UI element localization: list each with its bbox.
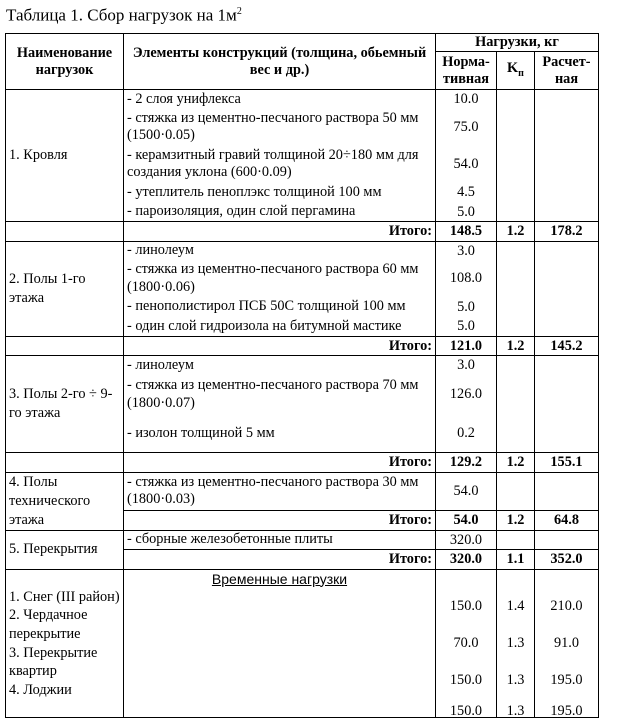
temporary-k: 1.3 bbox=[506, 634, 525, 651]
temporary-calc: 195.0 bbox=[550, 702, 583, 719]
element-norm: 54.0 bbox=[436, 146, 497, 183]
total-k: 1.1 bbox=[497, 550, 535, 570]
empty-name-cell bbox=[6, 222, 124, 242]
total-k: 1.2 bbox=[497, 510, 535, 530]
total-k: 1.2 bbox=[497, 222, 535, 242]
group-name: 5. Перекрытия bbox=[6, 530, 124, 569]
total-norm: 148.5 bbox=[436, 222, 497, 242]
element-norm: 0.2 bbox=[436, 415, 497, 453]
temporary-k-cell bbox=[497, 569, 535, 717]
empty-k-cell bbox=[497, 241, 535, 336]
total-norm: 121.0 bbox=[436, 336, 497, 356]
total-calc: 155.1 bbox=[535, 453, 599, 473]
total-norm: 54.0 bbox=[436, 510, 497, 530]
empty-name-cell bbox=[6, 336, 124, 356]
empty-calc-cell bbox=[535, 356, 599, 453]
element-text: - стяжка из цементно-песчаного раствора 60 мм (1800·0.06) bbox=[124, 260, 436, 297]
temporary-item-name: 2. Чердачное перекрытие bbox=[9, 607, 88, 642]
element-norm: 5.0 bbox=[436, 317, 497, 336]
total-calc: 352.0 bbox=[535, 550, 599, 570]
caption-text: Таблица 1. Сбор нагрузок на 1м bbox=[6, 5, 237, 25]
element-norm: 10.0 bbox=[436, 90, 497, 109]
empty-k-cell bbox=[497, 356, 535, 453]
temporary-k: 1.3 bbox=[506, 671, 525, 688]
temporary-calc: 210.0 bbox=[550, 597, 583, 614]
element-text: - утеплитель пеноплэкс толщиной 100 мм bbox=[124, 183, 436, 203]
element-norm: 75.0 bbox=[436, 109, 497, 146]
temporary-norm-cell bbox=[436, 569, 497, 717]
temporary-norm: 150.0 bbox=[449, 702, 483, 719]
total-label: Итого: bbox=[124, 453, 436, 473]
empty-k-cell bbox=[497, 530, 535, 550]
element-norm: 3.0 bbox=[436, 356, 497, 375]
temporary-norm: 70.0 bbox=[453, 634, 479, 651]
empty-calc-cell bbox=[535, 90, 599, 222]
header-norm: Норма-тивная bbox=[436, 52, 497, 90]
temporary-k: 1.4 bbox=[506, 597, 525, 614]
total-calc: 145.2 bbox=[535, 336, 599, 356]
total-label: Итого: bbox=[124, 336, 436, 356]
loads-table bbox=[5, 33, 599, 718]
element-text: - линолеум bbox=[124, 241, 436, 260]
element-text: - пароизоляция, один слой пергамина bbox=[124, 203, 436, 222]
element-text: - один слой гидроизола на битумной мастике bbox=[124, 317, 436, 336]
temporary-title: Временные нагрузки bbox=[211, 570, 348, 587]
element-norm: 4.5 bbox=[436, 183, 497, 203]
temporary-calc-cell bbox=[535, 569, 599, 717]
element-text: - 2 слоя унифлекса bbox=[124, 90, 436, 109]
temporary-norm: 150.0 bbox=[449, 671, 483, 688]
empty-k-cell bbox=[497, 90, 535, 222]
element-text: - сборные железобетонные плиты bbox=[124, 530, 436, 550]
element-norm: 5.0 bbox=[436, 297, 497, 317]
header-loads: Нагрузки, кг bbox=[436, 34, 599, 52]
element-text: - изолон толщиной 5 мм bbox=[124, 415, 436, 453]
caption-superscript: 2 bbox=[236, 6, 242, 17]
temporary-calc: 195.0 bbox=[550, 671, 583, 688]
total-k: 1.2 bbox=[497, 336, 535, 356]
element-text: - стяжка из цементно-песчаного раствора 30 мм (1800·0.03) bbox=[124, 472, 436, 510]
element-text: - стяжка из цементно-песчаного раствора 50 мм (1500·0.05) bbox=[124, 109, 436, 146]
total-calc: 178.2 bbox=[535, 222, 599, 242]
total-label: Итого: bbox=[124, 510, 436, 530]
element-norm: 3.0 bbox=[436, 241, 497, 260]
header-k: $K_п$ bbox=[497, 52, 535, 90]
total-label: Итого: bbox=[124, 222, 436, 242]
element-norm: 320.0 bbox=[436, 530, 497, 550]
element-norm: 108.0 bbox=[436, 260, 497, 297]
empty-calc-cell bbox=[535, 241, 599, 336]
total-norm: 320.0 bbox=[436, 550, 497, 570]
group-name: 1. Кровля bbox=[6, 90, 124, 222]
element-text: - пенополистирол ПСБ 50С толщиной 100 мм bbox=[124, 297, 436, 317]
element-norm: 126.0 bbox=[436, 375, 497, 415]
temporary-item-name: 1. Снег (III район) bbox=[9, 588, 120, 605]
empty-name-cell bbox=[6, 453, 124, 473]
temporary-item-name: 3. Перекрытие квартир bbox=[9, 644, 98, 680]
group-name: 2. Полы 1-го этажа bbox=[6, 241, 124, 336]
element-text: - керамзитный гравий толщиной 20÷180 мм для создания уклона (600·0.09) bbox=[124, 146, 436, 183]
temporary-item-name: 4. Лоджии bbox=[9, 682, 72, 699]
temporary-names-cell bbox=[6, 569, 124, 717]
total-calc: 64.8 bbox=[535, 510, 599, 530]
element-norm: 5.0 bbox=[436, 203, 497, 222]
temporary-norm: 150.0 bbox=[449, 597, 483, 614]
element-norm: 54.0 bbox=[436, 472, 497, 510]
total-label: Итого: bbox=[124, 550, 436, 570]
empty-calc-cell bbox=[535, 472, 599, 510]
temporary-k: 1.3 bbox=[506, 702, 525, 719]
header-calc: Расчет-ная bbox=[535, 52, 599, 90]
total-k: 1.2 bbox=[497, 453, 535, 473]
header-elements: Элементы конструкций (толщина, обьемный вес и др.) bbox=[124, 34, 436, 90]
empty-k-cell bbox=[497, 472, 535, 510]
empty-calc-cell bbox=[535, 530, 599, 550]
header-name: Наименование нагрузок bbox=[6, 34, 124, 90]
element-text: - линолеум bbox=[124, 356, 436, 375]
temporary-calc: 91.0 bbox=[553, 634, 580, 651]
group-name: 4. Полы технического этажа bbox=[6, 472, 124, 530]
group-name: 3. Полы 2-го ÷ 9-го этажа bbox=[6, 356, 124, 453]
total-norm: 129.2 bbox=[436, 453, 497, 473]
element-text: - стяжка из цементно-песчаного раствора 70 мм (1800·0.07) bbox=[124, 375, 436, 415]
temporary-title-cell bbox=[124, 569, 436, 717]
table-caption bbox=[6, 0, 242, 28]
